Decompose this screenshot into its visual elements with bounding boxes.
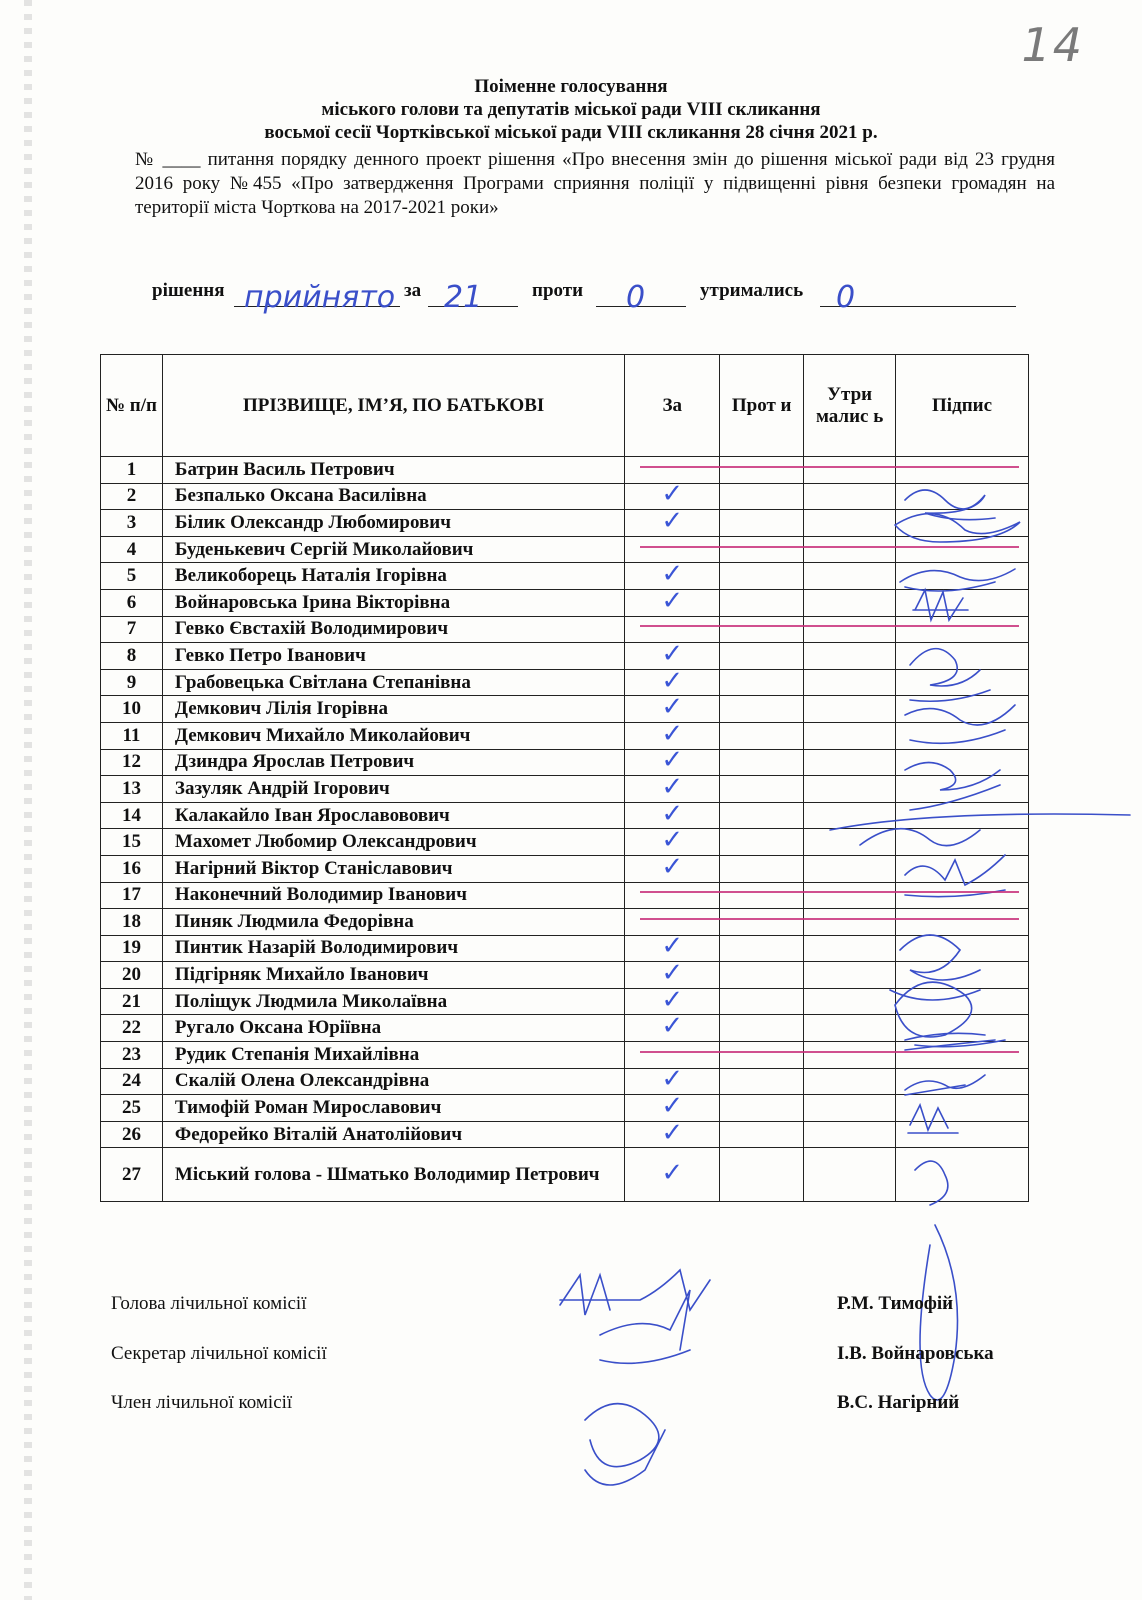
vote-against-cell bbox=[720, 829, 804, 856]
vote-against-cell bbox=[720, 1148, 804, 1202]
agenda-question: № ____ питання порядку денного проект рішення «Про внесення змін до рішення міської ради від 23 грудня 2016 року №455 «Про затвердження Програми сприяння поліції у підвищенні рівня безпеки громадян на території міста Чорткова на 2017-2021 роки» bbox=[135, 149, 1055, 218]
vote-against-cell bbox=[720, 643, 804, 670]
signature-cell bbox=[896, 1015, 1029, 1042]
signature-cell bbox=[896, 722, 1029, 749]
abstain-label: утримались bbox=[700, 280, 804, 301]
vote-against-cell bbox=[720, 882, 804, 909]
signature-scribble bbox=[585, 1404, 665, 1485]
header-against: Прот и bbox=[720, 355, 804, 457]
deputy-name: Нагірний Віктор Станіславович bbox=[162, 855, 624, 882]
signature-cell bbox=[896, 589, 1029, 616]
vote-abstain-cell bbox=[804, 855, 896, 882]
table-row bbox=[101, 1015, 1029, 1042]
vote-against-cell bbox=[720, 669, 804, 696]
against-label: проти bbox=[532, 280, 584, 301]
row-number: 5 bbox=[101, 563, 163, 590]
absent-strike-line bbox=[640, 466, 1019, 468]
vote-abstain-cell bbox=[804, 1095, 896, 1122]
table-row bbox=[101, 563, 1029, 590]
decision-label: рішення bbox=[152, 280, 225, 301]
vote-against-cell bbox=[720, 457, 804, 484]
deputy-name: Міський голова - Шматько Володимир Петрович bbox=[162, 1148, 624, 1202]
vote-abstain-cell bbox=[804, 643, 896, 670]
abstain-value: 0 bbox=[836, 280, 856, 315]
title-line-3: восьмої сесії Чортківської міської ради VIII скликання 28 січня 2021 р. bbox=[264, 122, 878, 143]
signature-cell bbox=[896, 696, 1029, 723]
vote-for-cell bbox=[625, 851, 720, 882]
checkmark-icon: ✓ bbox=[661, 692, 684, 723]
vote-against-cell bbox=[720, 616, 804, 643]
checkmark-icon: ✓ bbox=[661, 505, 684, 536]
for-value: 21 bbox=[444, 280, 483, 315]
table-row bbox=[101, 882, 1029, 909]
vote-against-cell bbox=[720, 722, 804, 749]
vote-against-cell bbox=[720, 988, 804, 1015]
title-line-1: Поіменне голосування bbox=[474, 76, 668, 97]
vote-abstain-cell bbox=[804, 457, 896, 484]
vote-abstain-cell bbox=[804, 882, 896, 909]
signature-cell bbox=[896, 802, 1029, 829]
row-number: 7 bbox=[101, 616, 163, 643]
vote-against-cell bbox=[720, 510, 804, 537]
deputy-name: Пиняк Людмила Федорівна bbox=[162, 909, 624, 936]
row-number: 6 bbox=[101, 589, 163, 616]
checkmark-icon: ✓ bbox=[661, 1117, 684, 1148]
row-number: 27 bbox=[101, 1148, 163, 1202]
signature-cell bbox=[896, 1042, 1029, 1069]
vote-abstain-cell bbox=[804, 1148, 896, 1202]
table-row bbox=[101, 829, 1029, 856]
vote-abstain-cell bbox=[804, 749, 896, 776]
vote-abstain-cell bbox=[804, 616, 896, 643]
chair-name: Р.М. Тимофій bbox=[837, 1293, 954, 1314]
row-number: 13 bbox=[101, 776, 163, 803]
table-row bbox=[101, 1095, 1029, 1122]
vote-against-cell bbox=[720, 589, 804, 616]
vote-abstain-cell bbox=[804, 563, 896, 590]
table-row bbox=[101, 776, 1029, 803]
signature-cell bbox=[896, 643, 1029, 670]
vote-against-cell bbox=[720, 1015, 804, 1042]
deputy-name: Калакайло Іван Ярославовович bbox=[162, 802, 624, 829]
checkmark-icon: ✓ bbox=[661, 798, 684, 829]
vote-abstain-cell bbox=[804, 1015, 896, 1042]
signature-cell bbox=[896, 882, 1029, 909]
table-row bbox=[101, 935, 1029, 962]
vote-abstain-cell bbox=[804, 1121, 896, 1148]
header-num: № п/п bbox=[101, 355, 163, 457]
checkmark-icon: ✓ bbox=[661, 1157, 684, 1188]
vote-abstain-cell bbox=[804, 962, 896, 989]
row-number: 14 bbox=[101, 802, 163, 829]
signature-cell bbox=[896, 536, 1029, 563]
table-row bbox=[101, 909, 1029, 936]
row-number: 26 bbox=[101, 1121, 163, 1148]
row-number: 24 bbox=[101, 1068, 163, 1095]
signature-cell bbox=[896, 776, 1029, 803]
absent-strike-line bbox=[640, 1051, 1019, 1053]
table-row bbox=[101, 855, 1029, 882]
vote-against-cell bbox=[720, 1121, 804, 1148]
checkmark-icon: ✓ bbox=[661, 984, 684, 1015]
row-number: 11 bbox=[101, 722, 163, 749]
vote-abstain-cell bbox=[804, 935, 896, 962]
deputy-name: Поліщук Людмила Миколаївна bbox=[162, 988, 624, 1015]
checkmark-icon: ✓ bbox=[661, 958, 684, 989]
vote-for-cell bbox=[625, 882, 720, 909]
vote-against-cell bbox=[720, 563, 804, 590]
vote-abstain-cell bbox=[804, 1068, 896, 1095]
vote-against-cell bbox=[720, 1068, 804, 1095]
page-number: 14 bbox=[1021, 18, 1084, 72]
secretary-name: І.В. Войнаровська bbox=[837, 1343, 994, 1364]
row-number: 1 bbox=[101, 457, 163, 484]
vote-against-cell bbox=[720, 1042, 804, 1069]
signature-cell bbox=[896, 457, 1029, 484]
checkmark-icon: ✓ bbox=[661, 665, 684, 696]
deputy-name: Наконечний Володимир Іванович bbox=[162, 882, 624, 909]
vote-against-cell bbox=[720, 802, 804, 829]
checkmark-icon: ✓ bbox=[661, 931, 684, 962]
against-value: 0 bbox=[626, 280, 646, 315]
chair-label: Голова лічильної комісії bbox=[111, 1293, 307, 1314]
vote-abstain-cell bbox=[804, 483, 896, 510]
signature-cell bbox=[896, 962, 1029, 989]
row-number: 2 bbox=[101, 483, 163, 510]
deputy-name: Гевко Євстахій Володимирович bbox=[162, 616, 624, 643]
vote-against-cell bbox=[720, 749, 804, 776]
roll-call-table bbox=[100, 354, 1029, 1202]
header-signature: Підпис bbox=[896, 355, 1029, 457]
table-row bbox=[101, 722, 1029, 749]
deputy-name: Батрин Василь Петрович bbox=[162, 457, 624, 484]
checkmark-icon: ✓ bbox=[661, 638, 684, 669]
signature-scribble bbox=[560, 1270, 710, 1315]
row-number: 8 bbox=[101, 643, 163, 670]
vote-against-cell bbox=[720, 1095, 804, 1122]
signature-cell bbox=[896, 855, 1029, 882]
vote-abstain-cell bbox=[804, 722, 896, 749]
roll-call-body bbox=[101, 457, 1029, 1202]
vote-against-cell bbox=[720, 935, 804, 962]
signature-cell bbox=[896, 1095, 1029, 1122]
table-row bbox=[101, 510, 1029, 537]
signature-cell bbox=[896, 483, 1029, 510]
row-number: 3 bbox=[101, 510, 163, 537]
vote-abstain-cell bbox=[804, 988, 896, 1015]
row-number: 23 bbox=[101, 1042, 163, 1069]
checkmark-icon: ✓ bbox=[661, 1064, 684, 1095]
row-number: 22 bbox=[101, 1015, 163, 1042]
table-row bbox=[101, 1121, 1029, 1148]
table-row bbox=[101, 802, 1029, 829]
checkmark-icon: ✓ bbox=[661, 1091, 684, 1122]
deputy-name: Безпалько Оксана Василівна bbox=[162, 483, 624, 510]
signature-cell bbox=[896, 988, 1029, 1015]
vote-against-cell bbox=[720, 483, 804, 510]
header-for: За bbox=[625, 355, 720, 457]
vote-against-cell bbox=[720, 962, 804, 989]
deputy-name: Скалій Олена Олександрівна bbox=[162, 1068, 624, 1095]
signature-cell bbox=[896, 563, 1029, 590]
table-row bbox=[101, 1042, 1029, 1069]
signature-cell bbox=[896, 1121, 1029, 1148]
vote-against-cell bbox=[720, 909, 804, 936]
vote-abstain-cell bbox=[804, 1042, 896, 1069]
deputy-name: Зазуляк Андрій Ігорович bbox=[162, 776, 624, 803]
secretary-label: Секретар лічильної комісії bbox=[111, 1343, 327, 1364]
table-row bbox=[101, 749, 1029, 776]
title-line-2: міського голови та депутатів міської ради VIII скликання bbox=[321, 99, 821, 120]
row-number: 20 bbox=[101, 962, 163, 989]
signature-cell bbox=[896, 935, 1029, 962]
deputy-name: Великоборець Наталія Ігорівна bbox=[162, 563, 624, 590]
scan-edge-artifact bbox=[24, 0, 32, 1600]
deputy-name: Підгірняк Михайло Іванович bbox=[162, 962, 624, 989]
for-label: за bbox=[404, 280, 422, 301]
vote-abstain-cell bbox=[804, 829, 896, 856]
signature-cell bbox=[896, 1148, 1029, 1202]
vote-abstain-cell bbox=[804, 776, 896, 803]
header-abstain: Утри малис ь bbox=[804, 355, 896, 457]
table-row bbox=[101, 536, 1029, 563]
deputy-name: Демкович Михайло Миколайович bbox=[162, 722, 624, 749]
vote-for-cell bbox=[625, 1148, 720, 1202]
deputy-name: Федорейко Віталій Анатолійович bbox=[162, 1121, 624, 1148]
checkmark-icon: ✓ bbox=[661, 479, 684, 510]
row-number: 16 bbox=[101, 855, 163, 882]
deputy-name: Демкович Лілія Ігорівна bbox=[162, 696, 624, 723]
member-name: В.С. Нагірний bbox=[837, 1392, 960, 1413]
row-number: 17 bbox=[101, 882, 163, 909]
deputy-name: Махомет Любомир Олександрович bbox=[162, 829, 624, 856]
table-row bbox=[101, 1148, 1029, 1202]
checkmark-icon: ✓ bbox=[661, 1011, 684, 1042]
deputy-name: Рудик Степанія Михайлівна bbox=[162, 1042, 624, 1069]
row-number: 15 bbox=[101, 829, 163, 856]
table-row bbox=[101, 988, 1029, 1015]
vote-for-cell bbox=[625, 585, 720, 616]
table-row bbox=[101, 962, 1029, 989]
signature-scribble bbox=[600, 1290, 690, 1363]
vote-abstain-cell bbox=[804, 696, 896, 723]
deputy-name: Буденькевич Сергій Миколайович bbox=[162, 536, 624, 563]
vote-for-cell bbox=[625, 1011, 720, 1042]
vote-against-cell bbox=[720, 855, 804, 882]
deputy-name: Дзиндра Ярослав Петрович bbox=[162, 749, 624, 776]
table-row bbox=[101, 457, 1029, 484]
vote-abstain-cell bbox=[804, 589, 896, 616]
member-label: Член лічильної комісії bbox=[111, 1392, 293, 1413]
vote-for-cell bbox=[625, 505, 720, 537]
row-number: 10 bbox=[101, 696, 163, 723]
table-row bbox=[101, 1068, 1029, 1095]
header-name: ПРІЗВИЩЕ, ІМ’Я, ПО БАТЬКОВІ bbox=[162, 355, 624, 457]
checkmark-icon: ✓ bbox=[661, 718, 684, 749]
row-number: 9 bbox=[101, 669, 163, 696]
deputy-name: Пинтик Назарій Володимирович bbox=[162, 935, 624, 962]
vote-abstain-cell bbox=[804, 510, 896, 537]
table-row bbox=[101, 696, 1029, 723]
checkmark-icon: ✓ bbox=[661, 851, 684, 882]
vote-against-cell bbox=[720, 696, 804, 723]
decision-value: прийнято bbox=[244, 280, 396, 315]
table-row bbox=[101, 589, 1029, 616]
signature-cell bbox=[896, 909, 1029, 936]
absent-strike-line bbox=[640, 625, 1019, 627]
row-number: 18 bbox=[101, 909, 163, 936]
vote-against-cell bbox=[720, 536, 804, 563]
absent-strike-line bbox=[640, 546, 1019, 548]
row-number: 4 bbox=[101, 536, 163, 563]
checkmark-icon: ✓ bbox=[661, 771, 684, 802]
row-number: 21 bbox=[101, 988, 163, 1015]
table-row bbox=[101, 483, 1029, 510]
deputy-name: Білик Олександр Любомирович bbox=[162, 510, 624, 537]
vote-abstain-cell bbox=[804, 909, 896, 936]
signature-cell bbox=[896, 616, 1029, 643]
row-number: 19 bbox=[101, 935, 163, 962]
vote-abstain-cell bbox=[804, 536, 896, 563]
absent-strike-line bbox=[640, 891, 1019, 893]
checkmark-icon: ✓ bbox=[661, 745, 684, 776]
checkmark-icon: ✓ bbox=[661, 559, 684, 590]
checkmark-icon: ✓ bbox=[661, 585, 684, 616]
deputy-name: Гевко Петро Іванович bbox=[162, 643, 624, 670]
vote-abstain-cell bbox=[804, 802, 896, 829]
vote-against-cell bbox=[720, 776, 804, 803]
deputy-name: Войнаровська Ірина Вікторівна bbox=[162, 589, 624, 616]
table-row bbox=[101, 616, 1029, 643]
signature-cell bbox=[896, 1068, 1029, 1095]
signature-cell bbox=[896, 510, 1029, 537]
table-row bbox=[101, 643, 1029, 670]
deputy-name: Тимофій Роман Мирославович bbox=[162, 1095, 624, 1122]
deputy-name: Ругало Оксана Юріївна bbox=[162, 1015, 624, 1042]
table-row bbox=[101, 669, 1029, 696]
vote-abstain-cell bbox=[804, 669, 896, 696]
row-number: 12 bbox=[101, 749, 163, 776]
signature-cell bbox=[896, 749, 1029, 776]
signature-cell bbox=[896, 829, 1029, 856]
row-number: 25 bbox=[101, 1095, 163, 1122]
checkmark-icon: ✓ bbox=[661, 825, 684, 856]
signature-cell bbox=[896, 669, 1029, 696]
vote-for-cell bbox=[625, 1117, 720, 1148]
deputy-name: Грабовецька Світлана Степанівна bbox=[162, 669, 624, 696]
absent-strike-line bbox=[640, 918, 1019, 920]
